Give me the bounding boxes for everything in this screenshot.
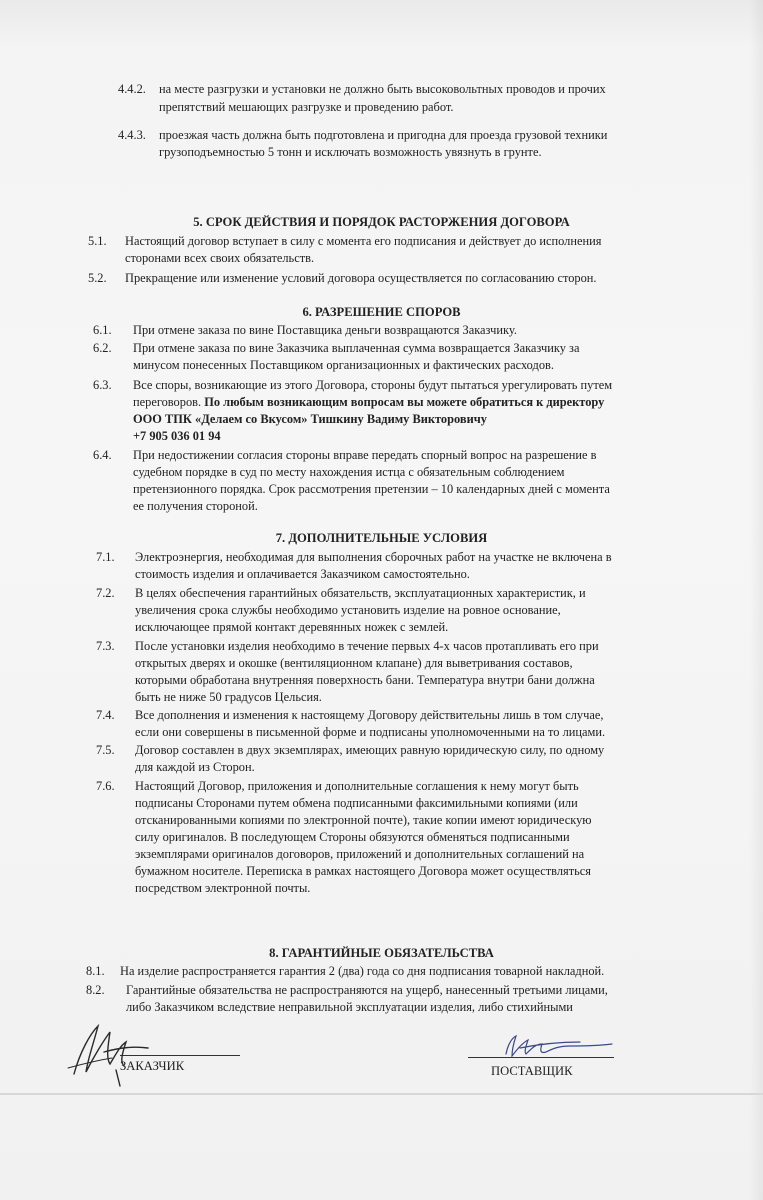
customer-label: ЗАКАЗЧИК bbox=[120, 1059, 185, 1073]
clause-text: отсканированными копиями по электронной почте), такие копии имеют юридическую bbox=[135, 813, 592, 827]
supplier-signature bbox=[500, 1028, 620, 1064]
clause-text: При отмене заказа по вине Заказчика выплаченная сумма возвращается Заказчику за bbox=[133, 341, 580, 355]
clause-text: стоимость изделия и оплачивается Заказчиком самостоятельно. bbox=[135, 567, 470, 581]
section-heading-8: 8. ГАРАНТИЙНЫЕ ОБЯЗАТЕЛЬСТВА bbox=[269, 946, 494, 960]
clause-number: 8.2. bbox=[86, 983, 105, 997]
clause-text: либо Заказчиком вследствие неправильной эксплуатации изделия, либо стихийными bbox=[126, 1000, 573, 1014]
clause-number: 7.4. bbox=[96, 708, 115, 722]
clause-text: быть не ниже 50 градусов Цельсия. bbox=[135, 690, 322, 704]
clause-text: Договор составлен в двух экземплярах, имеющих равную юридическую силу, по одному bbox=[135, 743, 605, 757]
clause-text: При отмене заказа по вине Поставщика деньги возвращаются Заказчику. bbox=[133, 323, 517, 337]
clause-number: 6.1. bbox=[93, 323, 112, 337]
clause-text: препятствий мешающих разгрузке и проведению работ. bbox=[159, 100, 454, 114]
clause-text: сторонами всех своих обязательств. bbox=[125, 251, 315, 265]
clause-text: ее получения стороной. bbox=[133, 499, 258, 513]
clause-text: судебном порядке в суд по месту нахождения истца с обязательным соблюдением bbox=[133, 465, 565, 479]
clause-text: минусом понесенных Поставщиком организационных и фактических расходов. bbox=[133, 358, 554, 372]
clause-text: исключающее прямой контакт деревянных ножек с землей. bbox=[135, 620, 449, 634]
section-heading-5: 5. СРОК ДЕЙСТВИЯ И ПОРЯДОК РАСТОРЖЕНИЯ ДОГОВОРА bbox=[193, 215, 570, 229]
clause-text: После установки изделия необходимо в течение первых 4-х часов протапливать его при bbox=[135, 639, 599, 653]
supplier-label: ПОСТАВЩИК bbox=[491, 1064, 573, 1078]
clause-text: если они совершены в письменной форме и подписаны уполномоченными на то лицами. bbox=[135, 725, 606, 739]
section-heading-6: 6. РАЗРЕШЕНИЕ СПОРОВ bbox=[302, 305, 461, 319]
clause-text: на месте разгрузки и установки не должно быть высоковольтных проводов и прочих bbox=[159, 82, 606, 96]
clause-text: посредством электронной почты. bbox=[135, 881, 311, 895]
clause-text: которыми обработана внутренняя поверхность бани. Температура внутри бани должна bbox=[135, 673, 595, 687]
clause-number: 6.4. bbox=[93, 448, 112, 462]
page-shadow bbox=[749, 0, 763, 1200]
clause-text: При недостижении согласия стороны вправе передать спорный вопрос на разрешение в bbox=[133, 448, 597, 462]
company-director-name: ООО ТПК «Делаем со Вкусом» Тишкину Вадиму Викторовичу bbox=[133, 412, 487, 426]
clause-number: 6.2. bbox=[93, 341, 112, 355]
clause-text: На изделие распространяется гарантия 2 (два) года со дня подписания товарной накладной. bbox=[120, 964, 605, 978]
clause-text-plain: переговоров. bbox=[133, 395, 205, 409]
clause-number: 5.2. bbox=[88, 271, 107, 285]
clause-text: бумажном носителе. Переписка в рамках настоящего Договора может осуществляться bbox=[135, 864, 591, 878]
customer-signature bbox=[60, 1012, 170, 1087]
clause-text: Настоящий договор вступает в силу с момента его подписания и действует до исполнения bbox=[125, 234, 602, 248]
clause-text: претензионного порядка. Срок рассмотрения претензии – 10 календарных дней с момента bbox=[133, 482, 610, 496]
clause-text: увеличения срока службы необходимо установить изделие на ровное основание, bbox=[135, 603, 561, 617]
clause-text: Все споры, возникающие из этого Договора, стороны будут пытаться урегулировать путем bbox=[133, 378, 613, 392]
clause-number: 4.4.2. bbox=[118, 82, 146, 96]
clause-number: 7.3. bbox=[96, 639, 115, 653]
clause-text bbox=[133, 394, 604, 410]
clause-text: В целях обеспечения гарантийных обязательств, эксплуатационных характеристик, и bbox=[135, 586, 586, 600]
clause-number: 7.5. bbox=[96, 743, 115, 757]
clause-text: проезжая часть должна быть подготовлена и пригодна для проезда грузовой техники bbox=[159, 128, 608, 142]
clause-number: 5.1. bbox=[88, 234, 107, 248]
clause-number: 6.3. bbox=[93, 378, 112, 392]
clause-text: экземплярами оригиналов договоров, приложений и дополнительных соглашений на bbox=[135, 847, 585, 861]
clause-text: открытых дверях и окошке (вентиляционном клапане) для выветривания составов, bbox=[135, 656, 573, 670]
director-contact-text: По любым возникающим вопросам вы можете обратиться к директору bbox=[204, 395, 605, 409]
phone-number: +7 905 036 01 94 bbox=[133, 429, 221, 443]
clause-text: грузоподъемностью 5 тонн и исключать возможность увязнуть в грунте. bbox=[159, 145, 542, 159]
section-heading-7: 7. ДОПОЛНИТЕЛЬНЫЕ УСЛОВИЯ bbox=[275, 531, 488, 545]
page-fold bbox=[0, 1093, 763, 1095]
clause-number: 7.1. bbox=[96, 550, 115, 564]
clause-text: Электроэнергия, необходимая для выполнения сборочных работ на участке не включена в bbox=[135, 550, 612, 564]
clause-text: Прекращение или изменение условий договора осуществляется по согласованию сторон. bbox=[125, 271, 597, 285]
clause-number: 4.4.3. bbox=[118, 128, 146, 142]
clause-number: 8.1. bbox=[86, 964, 105, 978]
clause-text: силу оригиналов. В последующем Стороны обязуются обменяться подписанными bbox=[135, 830, 570, 844]
clause-number: 7.2. bbox=[96, 586, 115, 600]
clause-text: подписаны Сторонами путем обмена подписанными факсимильными копиями (или bbox=[135, 796, 578, 810]
clause-text: Настоящий Договор, приложения и дополнительные соглашения к нему могут быть bbox=[135, 779, 579, 793]
clause-text: для каждой из Сторон. bbox=[135, 760, 255, 774]
clause-text: Гарантийные обязательства не распространяются на ущерб, нанесенный третьими лицами, bbox=[126, 983, 608, 997]
clause-number: 7.6. bbox=[96, 779, 115, 793]
clause-text: Все дополнения и изменения к настоящему Договору действительны лишь в том случае, bbox=[135, 708, 604, 722]
